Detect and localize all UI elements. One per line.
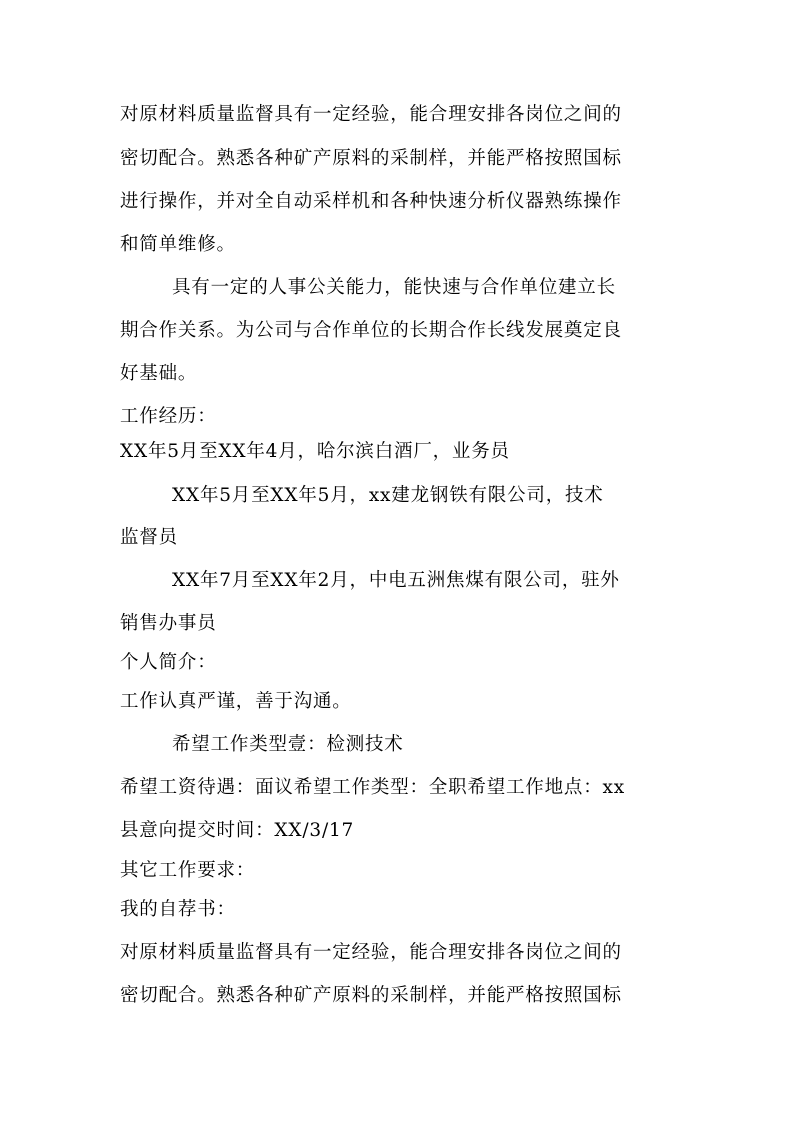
desired-salary-line-cont: 县意向提交时间：XX/3/17 [120,820,355,841]
work-history-entry-2-cont: 监督员 [120,527,178,548]
profile-text: 工作认真严谨，善于沟通。 [120,691,352,712]
section-heading-profile: 个人简介： [120,652,217,673]
work-history-entry-2: XX年5月至XX年5月，xx建龙钢铁有限公司，技术 [172,485,604,506]
text-line-21: 对原材料质量监督具有一定经验，能合理安排各岗位之间的 [120,942,622,963]
section-heading-work-history: 工作经历： [120,406,217,427]
work-history-entry-1: XX年5月至XX年4月，哈尔滨白酒厂，业务员 [120,441,510,462]
text-line-7: 好基础。 [120,363,198,384]
text-line-3: 进行操作，并对全自动采样机和各种快速分析仪器熟练操作 [120,191,622,212]
section-heading-other-requirements: 其它工作要求： [120,860,256,881]
text-line-6: 期合作关系。为公司与合作单位的长期合作长线发展奠定良 [120,320,622,341]
text-line-2: 密切配合。熟悉各种矿产原料的采制样，并能严格按照国标 [120,148,622,169]
text-line-1: 对原材料质量监督具有一定经验，能合理安排各岗位之间的 [120,104,622,125]
text-line-4: 和简单维修。 [120,234,236,255]
text-line-22: 密切配合。熟悉各种矿产原料的采制样，并能严格按照国标 [120,985,622,1006]
text-line-5: 具有一定的人事公关能力，能快速与合作单位建立长 [172,277,616,298]
work-history-entry-3: XX年7月至XX年2月，中电五洲焦煤有限公司，驻外 [172,570,620,591]
desired-salary-line: 希望工资待遇：面议希望工作类型：全职希望工作地点：xx [120,777,625,798]
section-heading-self-recommendation: 我的自荐书： [120,899,236,920]
work-history-entry-3-cont: 销售办事员 [120,613,217,634]
desired-job-type: 希望工作类型壹：检测技术 [172,734,404,755]
